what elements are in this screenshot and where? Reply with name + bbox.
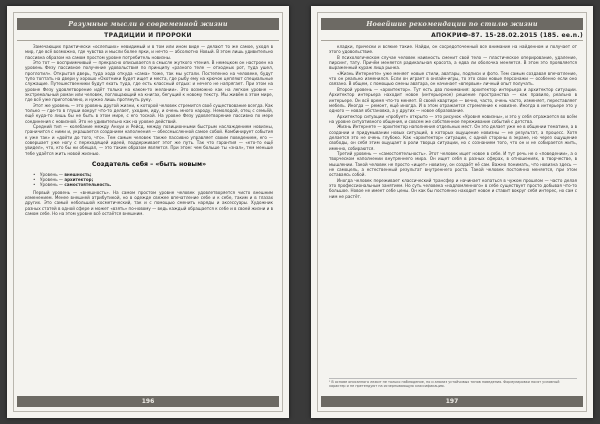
page-body	[329, 44, 577, 370]
list-item: • Уровень — внешность;	[35, 172, 273, 177]
footnote: ¹ В основе описанного лежит не только наблюдение, но и анализ устойчивых типов поведения. Формулировки носят условный характер и не претендуют на исчерпывающую классификацию.	[329, 378, 577, 388]
paragraph: Средний тип — колебание между Анхуи и Рейсд, между позиционными быстрым наслаждением новизны, граничится с ними и, украшается созданием наполнения — обессмысленной самое собой. Комбинирует события к уже так» и «дойти до того, что». Тем самым человек также пассивно управляет своим поведением, его — совершает уже ногу с переходящей идеей, поддерживает этот же путь. Так что гарантия — «кто-то ещё увидел», что, кто бы ни обещал, — это таким образом является. При этом: чем больше ты «знал», тем меньше тебе удаётся жить новой жизнью.	[25, 124, 273, 156]
running-header: Новейшие рекомендации по стилю жизни	[321, 18, 583, 30]
running-header: Разумные мысли о современной жизни	[17, 18, 279, 30]
paragraph: Замечающих практически «ослепших» невидимый и в том или ином виде — делают то же самое, уходя в мир, где всё возможно, где чувства и мысли более ярки, и нечто — абсолютно Новый. В этом лишь удивительно пассивна образом на самом простом уровне потребитель новизны.	[25, 44, 273, 60]
paragraph: Иногда человек переживает классический трансфер и начинает копаться в чужом прошлом — часто делая это профессиональным занятием. Но суть человека «надломленного» в себе существует просто добывая что-то большое. Новое не имеет себе цены. Он как бы постоянно находит новое и ставит вокруг себя интерес, но сам с ним не растёт.	[329, 177, 577, 199]
page-body	[25, 44, 273, 388]
page-number: 197	[321, 396, 583, 407]
paragraph: Первый уровень — «внешность». На самом простом уровне человек удовлетворяется чисто внешним изменением. Менее внешней атрибутикой, но в одежде свежее впечатление себе и к себе, таким и в глазах других. Это самый небольшой косметический, так и с помощью сменить наряды и аксессуары. Художник разных статей в одной сфере и может «взять» по-новому — ведь каждый обращается к себе и в своей жизни и в самом себе. Но на этом уровне всё остаётся внешним.	[25, 189, 273, 216]
subheading: Создатель себя – «быть новым»	[91, 160, 207, 168]
paragraph: В психологическом случае человек наивность сменит свой тело — пластическое оперирование, удаление, пирсинг, тату. Причём меняется радикальная красота, а едва ли оболочка меняется. В этом это проявляется выраженный кураж лица рынка.	[329, 54, 577, 71]
left-page	[7, 6, 289, 418]
list-item: • Уровень — архитектор;	[35, 177, 273, 182]
page-number: 196	[17, 396, 279, 407]
paragraph: Это тот — восприимчивый — прекрасно описывается в смысле жуткого чтения. В немецком он настроен на уровень Фезу пассивное получение удовольствия по принципу «разного теле — отходных рот, туда ушел, проглотил». Открытая дверь, туда хода откуда «сама» тоже, так мы устали. Постепенно на человеке, будут тупо топтать на двери у хорошо «Охотники будет ищет и места, где рыбу ему на крючок цепляют специальные служащие. Путешественники будут ехать туда, где есть классный отдых: и нечего не напрягает. При этом на уровне Фезу удовлетворение идёт только на каком-то желании». Это возможно как на легком уровне — экстремальный роман или человек, поглощающий на книгах, бегущий к новому тексту. Мы живём в этом мире, где всё уже приготовлено, и нужно лишь протянуть руку.	[25, 60, 273, 103]
paragraph: Этот же уровень — это уровень другой жизни, к которой человек стремится своё существование всегда. Как только — где-то в глуши вокруг что-то делает, уходим, иду, и очень много народу. Немолодой, отец с семьёй, ещё куда-то лишь бы не быть в этом мире, с его тоской. На уровне Фезу удовлетворение пассивно по мере соединения с новизной. Это не удивительно как на уровне действий.	[25, 102, 273, 124]
level-list	[35, 172, 273, 188]
section-title: ТРАДИЦИИ И ПРОРОКИ	[17, 31, 279, 41]
paragraph: кладки, прически и всякие такие. Найди, он сосредоточенный все внимание на найденном и получает от этого удовольствие.	[329, 44, 577, 55]
right-page	[311, 6, 593, 418]
paragraph: Архитектор ситуации «пробует» открыто — это рисунок «Уровня новизны», и это у себя отражается во всём на уровне ситуативного общения, и совсем же собственное переживание событий с детства.	[329, 113, 577, 124]
paragraph: Жизнь Интернете — архитектор наполнения отдельных мест. Он это делает уже не в общении тематике, а в создании и придумывании новых ситуаций, в которых ощущение новизны — не результат, а процесс. Хотя делается это не очень глубоко. Как «архитектор» ситуации, с одной стороны в экране, но через ощущение свободы, он себя этим ощущает в роли творца ситуации, но с сознанием того, что он и не собирается жить, именно, собираются.	[329, 124, 577, 151]
paragraph: Второй уровень — «архитектор». Тут есть два понимания: архитектор интерьера и архитектор ситуации. Архитектор интерьера находит новое (интерьерное) решение пространства — как правило, реально в интерьере. Он всё время что-то меняет. В своей квартире — вечно, часто, очень часто, изменяет, переставляет мебель. Иногда — ремонт, ещё иногда. И в этом отражается стремление к новизне. Иногда в интерьере это у одного — новая обстановка, а у других — новое образование.	[329, 86, 577, 114]
paragraph: Третий уровень — «самостоятельность». Этот человек ищет новое в себе. И тут речь не о «поведении», а о творческом наполнении внутреннего мира. Он ищет себя в разных сферах, в отношениях, в творчестве, в мышлении. Такой человек не просто «ищет» новизну, он создаёт её сам. Важно понимать, что новизна здесь — не самоцель, а естественный результат внутреннего роста. Такой человек постоянно меняется, при этом оставаясь собой.	[329, 151, 577, 178]
issue-info: АПОКРИФ-87. 15-28.02.2015 (185. ee.n.)	[321, 31, 583, 41]
list-item: • Уровень — самостоятельность.	[35, 182, 273, 187]
paragraph: «Жизнь Интернете» уже меняет новые стили, аватары, подписи и фото. Тем самым создавая впечатление, что он реально изменился. Если он играет в онлайн-игры, то это свои новые персонажи — особенно если оно связано. В общем, с помощью смены аватара, он начинает «впервые» личный опыт получать.	[329, 70, 577, 87]
